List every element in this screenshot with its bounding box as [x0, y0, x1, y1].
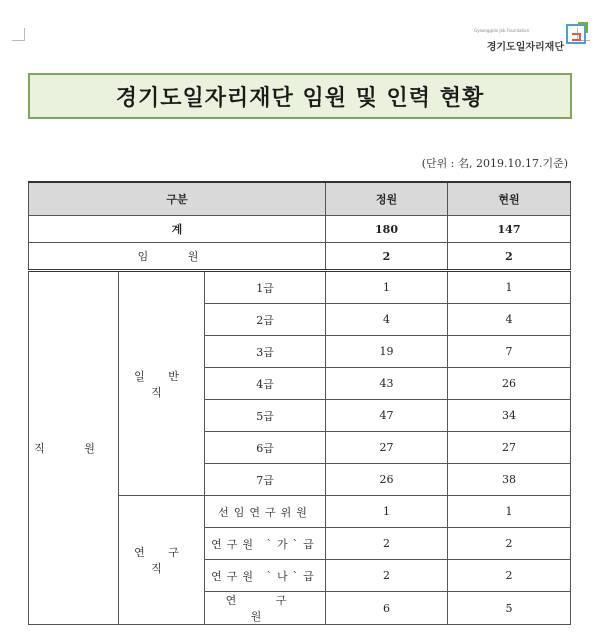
quota-cell: 6 — [326, 592, 448, 625]
current-cell: 34 — [448, 400, 571, 432]
current-cell: 4 — [448, 304, 571, 336]
grade-cell: 2급 — [205, 304, 326, 336]
total-label: 계 — [29, 216, 326, 243]
total-current: 147 — [448, 216, 571, 243]
logo-name: 경기도일자리재단 — [486, 42, 564, 53]
executive-current: 2 — [448, 243, 571, 271]
quota-cell: 1 — [326, 496, 448, 528]
quota-cell: 47 — [326, 400, 448, 432]
quota-cell: 26 — [326, 464, 448, 496]
header-quota: 정원 — [326, 182, 448, 216]
grade-cell: 7급 — [205, 464, 326, 496]
current-cell: 1 — [448, 496, 571, 528]
total-quota: 180 — [326, 216, 448, 243]
logo-subtitle: Gyeonggido Job Foundation — [474, 28, 530, 33]
current-cell: 1 — [448, 271, 571, 304]
current-cell: 2 — [448, 528, 571, 560]
current-cell: 38 — [448, 464, 571, 496]
table-header-row — [29, 182, 571, 216]
grade-cell: 1급 — [205, 271, 326, 304]
general-label: 일 반 직 — [119, 271, 205, 496]
executive-quota: 2 — [326, 243, 448, 271]
table-row — [29, 271, 571, 304]
current-cell: 5 — [448, 592, 571, 625]
crop-mark-top-left — [12, 28, 25, 41]
current-cell: 2 — [448, 560, 571, 592]
grade-cell: 선임연구위원 — [205, 496, 326, 528]
page-title-box — [28, 73, 572, 119]
grade-cell: 5급 — [205, 400, 326, 432]
quota-cell: 2 — [326, 560, 448, 592]
quota-cell: 43 — [326, 368, 448, 400]
quota-cell: 19 — [326, 336, 448, 368]
executive-row — [29, 243, 571, 271]
staff-status-table — [28, 181, 571, 625]
current-cell: 27 — [448, 432, 571, 464]
grade-cell: 연구원 `나`급 — [205, 560, 326, 592]
logo-mark-icon — [566, 22, 588, 46]
grade-cell: 연구원 `가`급 — [205, 528, 326, 560]
quota-cell: 27 — [326, 432, 448, 464]
page-title: 경기도일자리재단 임원 및 인력 현황 — [115, 85, 485, 111]
staff-label: 직 원 — [29, 271, 119, 625]
current-cell: 26 — [448, 368, 571, 400]
quota-cell: 4 — [326, 304, 448, 336]
foundation-logo — [468, 22, 588, 58]
research-label: 연 구 직 — [119, 496, 205, 625]
unit-note: (단위 : 名, 2019.10.17.기준) — [421, 157, 568, 170]
current-cell: 7 — [448, 336, 571, 368]
grade-cell: 6급 — [205, 432, 326, 464]
grade-cell: 3급 — [205, 336, 326, 368]
total-row — [29, 216, 571, 243]
executive-label: 임 원 — [29, 243, 326, 271]
quota-cell: 1 — [326, 271, 448, 304]
header-current: 현원 — [448, 182, 571, 216]
header-category: 구분 — [29, 182, 326, 216]
grade-cell: 4급 — [205, 368, 326, 400]
quota-cell: 2 — [326, 528, 448, 560]
grade-cell: 연 구 원 — [205, 592, 326, 625]
